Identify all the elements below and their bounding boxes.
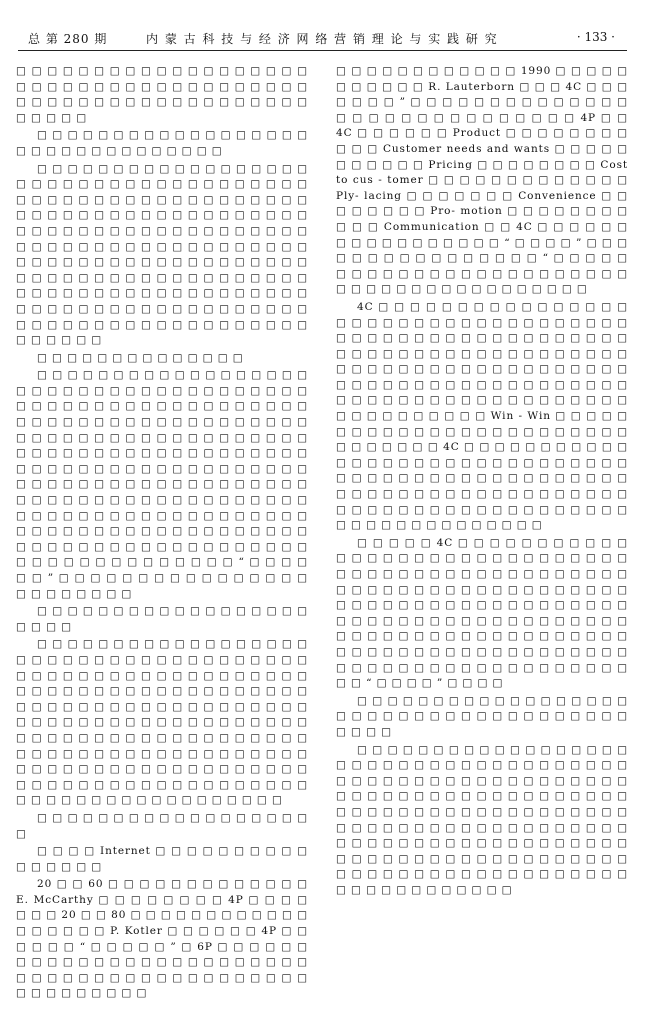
body-paragraph: □ □ □ □ □ □ □ □ □ □ □ □ □ □ bbox=[37, 351, 244, 364]
body-paragraph: □ □ □ □ □ 4C □ □ □ □ □ □ □ □ □ □ □ □ □ □ □ □ □ □ □ □ □ □ □ □ □ □ □ □ □ □ □ □ □ □ □ □ □ □ □ □ □ □ □ □ □ □ □ □ □ □ □ □ □ □ □ □ □ □ □ □ □ □ □ □ □ □ □ □ □ □ □ □ □ □ □ □ □ □ □ □ □ □ □ □ □ □ □ □ □ □ □ □ □ □ □ □ □ □ □ □ □ □ □ □ □ □ □ □ □ □ □ □ □ □ □ □ □ □ □ □ □ □ □ □ □ □ □ □ □ □ □ □ □ □ □ □ □ □ □ □ □ □ □ □ □ □ □ □ □ □ □ □ □ □ □ □ □ □ □ □ □ □ □ □ □ “ □ □ □ □ ” □ □ □ □ bbox=[336, 536, 628, 690]
body-paragraph: □ □ □ □ □ □ □ □ □ □ □ □ □ □ □ □ □ □ □ □ □ □ □ □ □ □ □ □ □ □ □ □ □ □ □ □ □ □ □ □ □ bbox=[336, 694, 628, 738]
body-paragraph: □ □ □ □ □ □ □ □ □ □ □ □ □ □ □ □ □ □ □ □ □ □ bbox=[16, 605, 308, 633]
body-paragraph: □ □ □ □ □ □ □ □ □ □ □ □ 1990 □ □ □ □ □ □ □ □ □ □ □ R. Lauterborn □ □ □ 4C □ □ □ □ □ □ □ ” □ □ □ □ □ □ □ □ □ □ □ □ □ □ □ □ □ □ □ □ □ □ □ □ □ □ □ □ □ 4P □ □ 4C □ □ □ □ □ □ Product □ □ □ □ □ □ □ □ □ □ □ Customer needs and wants □ □ □ □ □ □ □ □ □ □ □ Pricing □ □ □ □ □ □ □ □ Cost to cus - tomer □ □ □ □ □ □ □ □ □ □ □ □ □ Ply- lacing □ □ □ □ □ □ □ Convenience □ □ □ □ □ □ □ □ Pro- motion □ □ □ □ □ □ □ □ □ □ □ Communication □ □ 4C □ □ □ □ □ □ □ □ □ □ □ □ □ □ □ □ □ “ □ □ □ □ ” □ □ □ □ □ □ □ □ □ □ □ □ □ □ □ □ “ □ □ □ □ □ □ □ □ □ □ □ □ □ □ □ □ □ □ □ □ □ □ □ □ □ □ □ □ □ □ □ □ □ □ □ □ □ □ □ □ □ bbox=[336, 65, 628, 296]
body-paragraph: 4C □ □ □ □ □ □ □ □ □ □ □ □ □ □ □ □ □ □ □ □ □ □ □ □ □ □ □ □ □ □ □ □ □ □ □ □ □ □ □ □ □ □ □ □ □ □ □ □ □ □ □ □ □ □ □ □ □ □ □ □ □ □ □ □ □ □ □ □ □ □ □ □ □ □ □ □ □ □ □ □ □ □ □ □ □ □ □ □ □ □ □ □ □ □ □ □ □ □ □ □ □ □ □ □ □ □ □ □ □ □ □ □ □ □ □ □ □ □ □ □ □ □ □ □ □ □ □ □ □ □ □ □ □ □ □ □ □ □ □ □ Win - Win □ □ □ □ □ □ □ □ □ □ □ □ □ □ □ □ □ □ □ □ □ □ □ □ □ □ □ □ □ □ □ 4C □ □ □ □ □ □ □ □ □ □ □ □ □ □ □ □ □ □ □ □ □ □ □ □ □ □ □ □ □ □ □ □ □ □ □ □ □ □ □ □ □ □ □ □ □ □ □ □ □ □ □ □ □ □ □ □ □ □ □ □ □ □ □ □ □ □ □ □ □ □ □ □ □ □ □ □ □ □ □ □ □ □ □ □ □ □ □ □ □ □ □ □ □ □ □ □ □ □ □ □ □ bbox=[336, 300, 628, 532]
page-header bbox=[18, 26, 627, 51]
body-paragraph: □ □ □ □ □ □ □ □ □ □ □ □ □ □ □ □ □ □ □ □ □ □ □ □ □ □ □ □ □ □ □ □ □ □ □ □ □ □ □ □ □ □ □ □ □ □ □ □ □ □ □ □ □ □ □ □ □ □ □ □ □ □ bbox=[16, 65, 308, 124]
journal-running-title: 内 蒙 古 科 技 与 经 济 网 络 营 销 理 论 与 实 践 研 究 bbox=[146, 32, 499, 46]
body-paragraph: □ □ □ □ Internet □ □ □ □ □ □ □ □ □ □ □ □ □ □ □ □ bbox=[16, 845, 308, 873]
body-paragraph: □ □ □ □ □ □ □ □ □ □ □ □ □ □ □ □ □ □ □ bbox=[16, 811, 308, 840]
body-paragraph: □ □ □ □ □ □ □ □ □ □ □ □ □ □ □ □ □ □ □ □ □ □ □ □ □ □ □ □ □ □ □ □ □ □ □ □ □ □ □ □ □ □ □ □ □ □ □ □ □ □ □ □ □ □ □ □ □ □ □ □ □ □ □ □ □ □ □ □ □ □ □ □ □ □ □ □ □ □ □ □ □ □ □ □ □ □ □ □ □ □ □ □ □ □ □ □ □ □ □ □ □ □ □ □ □ □ □ □ □ □ □ □ □ □ □ □ □ □ □ □ □ □ □ □ □ □ □ □ □ □ □ □ □ □ □ □ □ □ □ □ □ □ □ □ □ □ □ □ □ □ □ □ □ □ □ □ □ □ □ □ □ □ □ □ □ □ □ □ □ □ □ □ □ □ □ □ □ □ □ □ □ □ □ □ □ □ □ □ □ □ □ □ □ □ □ □ □ □ □ □ □ □ □ □ □ □ □ bbox=[16, 638, 308, 807]
body-paragraph: 20 □ □ 60 □ □ □ □ □ □ □ □ □ □ □ □ □ E. McCarthy □ □ □ □ □ □ □ □ 4P □ □ □ □ □ □ □ 20 □ □ 80 □ □ □ □ □ □ □ □ □ □ □ □ □ □ □ □ □ □ P. Kotler □ □ □ □ □ □ 4P □ □ □ □ □ □ “ □ □ □ □ □ ” □ 6P □ □ □ □ □ □ □ □ □ □ □ □ □ □ □ □ □ □ □ □ □ □ □ □ □ □ □ □ □ □ □ □ □ □ □ □ □ □ □ □ □ □ □ □ □ □ □ □ □ □ □ □ □ bbox=[16, 878, 308, 1000]
body-paragraph: □ □ □ □ □ □ □ □ □ □ □ □ □ □ □ □ □ □ □ □ □ □ □ □ □ □ □ □ □ □ □ □ □ □ □ □ □ □ □ □ □ □ □ □ □ □ □ □ □ □ □ □ □ □ □ □ □ □ □ □ □ □ □ □ □ □ □ □ □ □ □ □ □ □ □ □ □ □ □ □ □ □ □ □ □ □ □ □ □ □ □ □ □ □ □ □ □ □ □ □ □ □ □ □ □ □ □ □ □ □ □ □ □ □ □ □ □ □ □ □ □ □ □ □ □ □ □ □ □ □ □ □ □ □ □ □ □ □ □ □ □ □ □ □ □ □ □ □ □ □ □ □ □ □ □ □ □ □ □ □ □ □ □ □ □ □ □ □ □ □ □ □ □ □ □ □ □ □ □ □ □ □ bbox=[336, 743, 628, 896]
issue-number: 总 第 280 期 bbox=[28, 32, 108, 46]
page-number: · 133 · bbox=[576, 30, 615, 44]
left-text-column bbox=[16, 64, 308, 1002]
right-text-column bbox=[336, 64, 628, 898]
body-paragraph: □ □ □ □ □ □ □ □ □ □ □ □ □ □ □ □ □ □ □ □ □ □ □ □ □ □ □ □ □ □ □ □ bbox=[16, 129, 308, 157]
body-paragraph: □ □ □ □ □ □ □ □ □ □ □ □ □ □ □ □ □ □ □ □ □ □ □ □ □ □ □ □ □ □ □ □ □ □ □ □ □ □ □ □ □ □ □ □ □ □ □ □ □ □ □ □ □ □ □ □ □ □ □ □ □ □ □ □ □ □ □ □ □ □ □ □ □ □ □ □ □ □ □ □ □ □ □ □ □ □ □ □ □ □ □ □ □ □ □ □ □ □ □ □ □ □ □ □ □ □ □ □ □ □ □ □ □ □ □ □ □ □ □ □ □ □ □ □ □ □ □ □ □ □ □ □ □ □ □ □ □ □ □ □ □ □ □ □ □ □ □ □ □ □ □ □ □ □ □ □ □ □ □ □ □ □ □ □ □ □ □ □ □ □ □ □ □ □ □ □ □ □ □ □ □ □ □ □ □ □ □ □ □ □ □ □ □ □ □ □ □ □ □ □ □ □ □ □ □ □ □ □ □ □ □ □ □ □ □ □ □ □ □ □ □ □ □ □ □ □ □ □ □ □ □ □ □ □ □ □ □ □ □ □ □ “ □ □ □ □ □ □ ” □ □ □ □ □ □ □ □ □ □ □ □ □ □ □ □ □ □ □ □ □ □ □ □ bbox=[16, 369, 308, 600]
body-paragraph: □ □ □ □ □ □ □ □ □ □ □ □ □ □ □ □ □ □ □ □ □ □ □ □ □ □ □ □ □ □ □ □ □ □ □ □ □ □ □ □ □ □ □ □ □ □ □ □ □ □ □ □ □ □ □ □ □ □ □ □ □ □ □ □ □ □ □ □ □ □ □ □ □ □ □ □ □ □ □ □ □ □ □ □ □ □ □ □ □ □ □ □ □ □ □ □ □ □ □ □ □ □ □ □ □ □ □ □ □ □ □ □ □ □ □ □ □ □ □ □ □ □ □ □ □ □ □ □ □ □ □ □ □ □ □ □ □ □ □ □ □ □ □ □ □ □ □ □ □ □ □ □ □ □ □ □ □ □ □ □ □ □ □ □ □ □ □ □ □ □ □ □ □ □ □ □ □ □ □ □ □ □ □ □ □ □ □ □ □ □ □ □ □ □ □ □ □ □ □ □ □ □ □ □ □ □ □ □ □ □ □ □ □ □ bbox=[16, 162, 308, 347]
